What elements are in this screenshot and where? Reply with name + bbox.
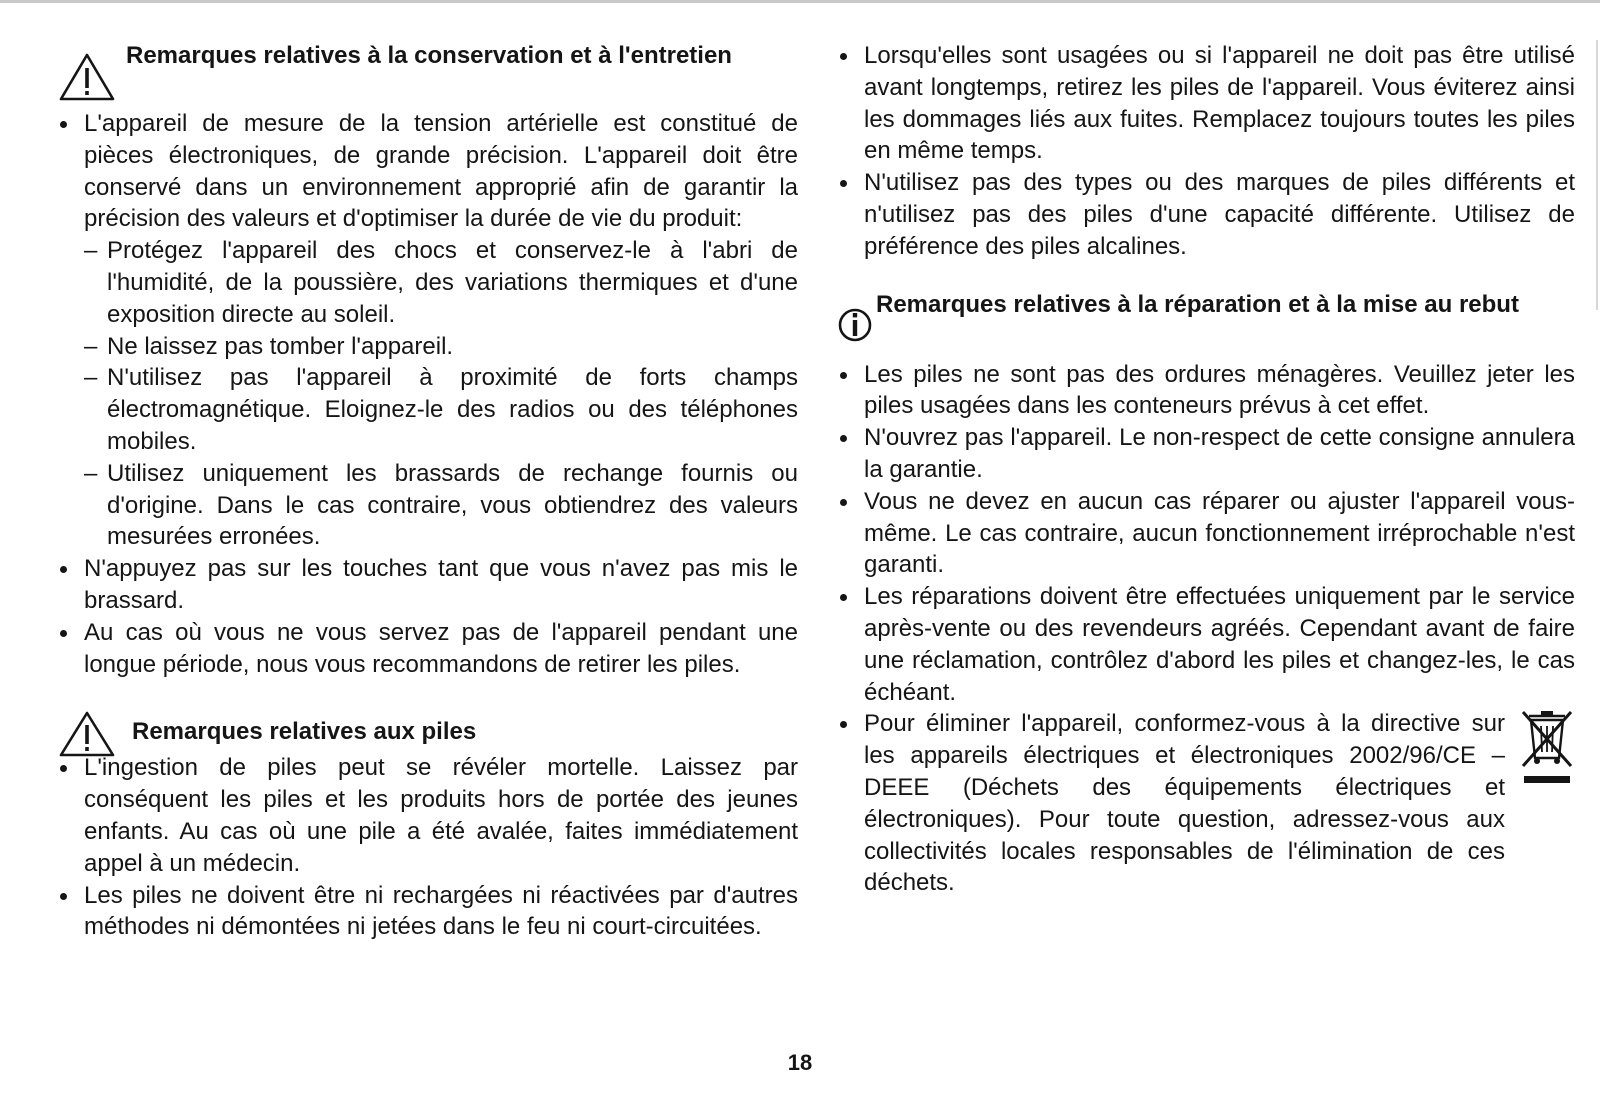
care-section-title: Remarques relatives à la conservation et à l'entretien (126, 42, 732, 69)
repair-item: N'ouvrez pas l'appareil. Le non-respect de cette consigne annulera la garantie. (838, 422, 1575, 486)
care-bullet-1-text: L'appareil de mesure de la tension artérielle est constitué de pièces électroniques, de grande précision. L'appareil doit être conservé dans un environnement approprié afin de garantir la précision des valeurs et d'optimiser la durée de vie du produit: (84, 110, 798, 233)
care-sub-item: – Utilisez uniquement les brassards de rechange fournis ou d'origine. Dans le cas contraire, vous obtiendrez des valeurs mesurées erronées. (84, 458, 798, 553)
left-column (58, 40, 798, 943)
top-border (0, 0, 1600, 3)
batteries-list-right (838, 40, 1575, 263)
repair-section-heading (838, 289, 1575, 359)
crossed-out-bin-icon (1519, 708, 1575, 797)
warning-triangle-icon (58, 52, 116, 107)
care-sub-item: – Ne laissez pas tomber l'appareil. (84, 331, 798, 363)
page-number: 18 (787, 1050, 813, 1075)
batteries-item: Lorsqu'elles sont usagées ou si l'appareil ne doit pas être utilisé avant longtemps, retirez les piles de l'appareil. Vous éviterez ainsi les dommages liés aux fuites. Remplacez toujours toutes les piles en même temps. (838, 40, 1575, 167)
care-section-heading (58, 40, 798, 108)
batteries-section-heading (58, 706, 798, 752)
right-column (838, 40, 1575, 899)
repair-list (838, 359, 1575, 900)
care-bullet-2: N'appuyez pas sur les touches tant que vous n'avez pas mis le brassard. (58, 553, 798, 617)
repair-item-disposal (838, 708, 1575, 899)
care-sub-item: – Protégez l'appareil des chocs et conservez-le à l'abri de l'humidité, de la poussière, des variations thermiques et d'une exposition directe au soleil. (84, 235, 798, 330)
care-list (58, 108, 798, 680)
repair-item: Les piles ne sont pas des ordures ménagères. Veuillez jeter les piles usagées dans les conteneurs prévus à cet effet. (838, 359, 1575, 423)
repair-item: Vous ne devez en aucun cas réparer ou ajuster l'appareil vous-même. Le cas contraire, aucun fonctionnement irréprochable n'est garanti. (838, 486, 1575, 581)
batteries-item: L'ingestion de piles peut se révéler mortelle. Laissez par conséquent les piles et les produits hors de portée des jeunes enfants. Au cas où une pile a été avalée, faites immédiatement appel à un médecin. (58, 752, 798, 879)
batteries-section-title: Remarques relatives aux piles (132, 718, 477, 746)
repair-section-title: Remarques relatives à la réparation et à la mise au rebut (876, 290, 1519, 318)
repair-item: Les réparations doivent être effectuées uniquement par le service après-vente ou des revendeurs agréés. Cependant avant de faire une réclamation, contrôlez d'abord les piles et changez-les, le cas échéant. (838, 581, 1575, 708)
batteries-item: Les piles ne doivent être ni rechargées ni réactivées par d'autres méthodes ni démontées ni jetées dans le feu ni court-circuitées. (58, 880, 798, 944)
care-bullet-1 (58, 108, 798, 553)
care-sub-item: – N'utilisez pas l'appareil à proximité de forts champs électromagnétique. Eloignez-le des radios ou des téléphones mobiles. (84, 362, 798, 457)
repair-item-disposal-text: Pour éliminer l'appareil, conformez-vous à la directive sur les appareils électriques et électroniques 2002/96/CE – DEEE (Déchets des équipements électriques et électroniques). Pour toute question, adressez-vous aux collectivités locales responsables de l'élimination de ces déchets. (864, 710, 1505, 897)
info-circle-icon (838, 305, 872, 350)
batteries-item: N'utilisez pas des types ou des marques de piles différents et n'utilisez pas des piles d'une capacité différente. Utilisez de préférence des piles alcalines. (838, 167, 1575, 262)
batteries-list-left (58, 752, 798, 943)
page-edge-shadow (1596, 40, 1598, 310)
care-sub-list (84, 235, 798, 553)
care-bullet-3: Au cas où vous ne vous servez pas de l'appareil pendant une longue période, nous vous recommandons de retirer les piles. (58, 617, 798, 681)
